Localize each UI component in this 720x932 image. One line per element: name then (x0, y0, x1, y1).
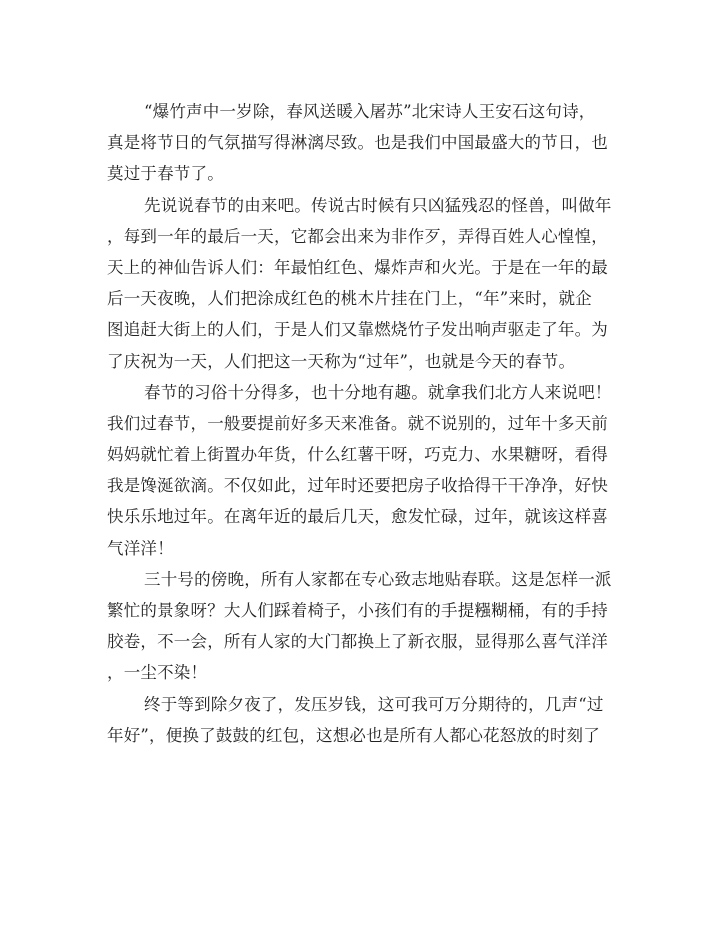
text-line: 终于等到除夕夜了，发压岁钱，这可我可万分期待的，几声“过 (144, 694, 604, 714)
text-line: ，每到一年的最后一天，它都会出来为非作歹，弄得百姓人心惶惶， (107, 226, 608, 246)
essay-body (107, 96, 612, 751)
text-line: 春节的习俗十分得多，也十分地有趣。就拿我们北方人来说吧！ (144, 382, 612, 402)
text-line: 了庆祝为一天，人们把这一天称为“过年”，也就是今天的春节。 (107, 351, 576, 371)
text-line: 妈妈就忙着上街置办年货，什么红薯干呀，巧克力、水果糖呀，看得 (107, 445, 608, 465)
text-line: 后一天夜晚，人们把涂成红色的桃木片挂在门上，“年”来时，就企 (107, 289, 592, 309)
text-line: 我们过春节，一般要提前好多天来准备。就不说别的，过年十多天前 (107, 413, 608, 433)
text-line: 快乐乐地过年。在离年近的最后几天，愈发忙碌，过年，就该这样喜 (107, 507, 608, 527)
text-line: 真是将节日的气氛描写得淋漓尽致。也是我们中国最盛大的节日，也 (107, 133, 608, 153)
text-line: 先说说春节的由来吧。传说古时候有只凶猛残忍的怪兽，叫做年 (144, 195, 612, 215)
text-line: 年好”，便换了鼓鼓的红包，这想必也是所有人都心花怒放的时刻了 (107, 725, 600, 745)
text-line: 胶卷，不一会，所有人家的大门都换上了新衣服，显得那么喜气洋洋 (107, 632, 608, 652)
text-line: 天上的神仙告诉人们：年最怕红色、爆炸声和火光。于是在一年的最 (107, 257, 608, 277)
text-line: 图追赶大街上的人们，于是人们又靠燃烧竹子发出响声驱走了年。为 (107, 320, 608, 340)
text-line: “爆竹声中一岁除，春风送暖入屠苏”北宋诗人王安石这句诗， (144, 102, 596, 121)
text-line: 我是馋涎欲滴。不仅如此，过年时还要把房子收拾得干干净净，好快 (107, 476, 608, 496)
text-line: 三十号的傍晚，所有人家都在专心致志地贴春联。这是怎样一派 (144, 569, 612, 589)
text-line: 繁忙的景象呀？大人们踩着椅子，小孩们有的手提糨糊桶，有的手持 (107, 601, 608, 620)
text-line: 气洋洋！ (107, 538, 174, 558)
text-line: ，一尘不染！ (107, 663, 208, 683)
text-line: 莫过于春节了。 (107, 164, 224, 184)
